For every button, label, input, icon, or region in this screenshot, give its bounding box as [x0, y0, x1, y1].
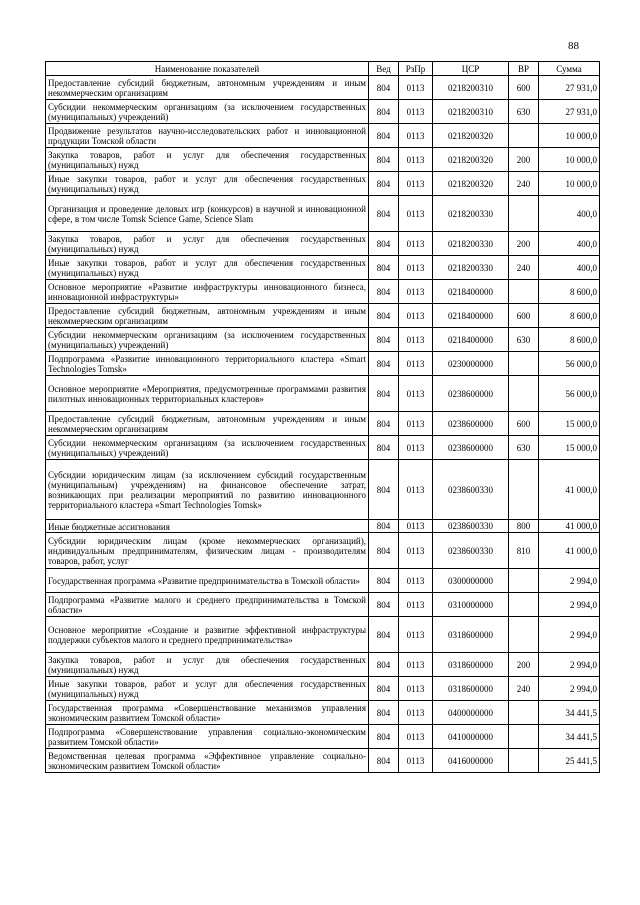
cell-vr: 240 [509, 677, 539, 701]
cell-name: Подпрограмма «Совершенствование управления социально-экономическим развитием Томской области» [46, 725, 369, 749]
cell-sum: 2 994,0 [539, 593, 600, 617]
cell-csr: 0416000000 [433, 749, 509, 773]
cell-sum: 10 000,0 [539, 148, 600, 172]
cell-vr: 800 [509, 520, 539, 533]
cell-ved: 804 [369, 196, 399, 232]
table-row [46, 352, 600, 376]
cell-ved: 804 [369, 569, 399, 593]
cell-rzpr: 0113 [399, 677, 433, 701]
cell-vr [509, 617, 539, 653]
cell-ved: 804 [369, 436, 399, 460]
cell-ved: 804 [369, 701, 399, 725]
table-header-row [46, 62, 600, 76]
cell-vr [509, 124, 539, 148]
cell-ved: 804 [369, 76, 399, 100]
cell-rzpr: 0113 [399, 749, 433, 773]
cell-sum: 2 994,0 [539, 653, 600, 677]
cell-csr: 0230000000 [433, 352, 509, 376]
cell-name: Субсидии некоммерческим организациям (за исключением государственных (муниципальных) учреждений) [46, 436, 369, 460]
cell-name: Организация и проведение деловых игр (конкурсов) в научной и инновационной сфере, в том числе Tomsk Science Game, Science Slam [46, 196, 369, 232]
cell-ved: 804 [369, 100, 399, 124]
table-row [46, 533, 600, 569]
cell-name: Иные закупки товаров, работ и услуг для обеспечения государственных (муниципальных) нужд [46, 677, 369, 701]
cell-name: Иные бюджетные ассигнования [46, 520, 369, 533]
cell-csr: 0238600330 [433, 460, 509, 520]
cell-csr: 0238600000 [433, 436, 509, 460]
cell-vr [509, 376, 539, 412]
cell-csr: 0218200330 [433, 232, 509, 256]
cell-csr: 0218200320 [433, 148, 509, 172]
cell-rzpr: 0113 [399, 376, 433, 412]
cell-ved: 804 [369, 232, 399, 256]
cell-ved: 804 [369, 460, 399, 520]
cell-vr [509, 749, 539, 773]
table-row [46, 100, 600, 124]
cell-sum: 10 000,0 [539, 172, 600, 196]
cell-vr: 200 [509, 232, 539, 256]
table-row [46, 593, 600, 617]
cell-sum: 400,0 [539, 232, 600, 256]
cell-csr: 0218200330 [433, 196, 509, 232]
cell-vr: 600 [509, 412, 539, 436]
cell-ved: 804 [369, 533, 399, 569]
cell-name: Субсидии некоммерческим организациям (за исключением государственных (муниципальных) учреждений) [46, 100, 369, 124]
cell-name: Подпрограмма «Развитие малого и среднего предпринимательства в Томской области» [46, 593, 369, 617]
cell-name: Предоставление субсидий бюджетным, автономным учреждениям и иным некоммерческим организациям [46, 412, 369, 436]
table-row [46, 172, 600, 196]
table-row [46, 436, 600, 460]
cell-csr: 0318600000 [433, 677, 509, 701]
cell-rzpr: 0113 [399, 617, 433, 653]
cell-csr: 0218200320 [433, 124, 509, 148]
cell-sum: 2 994,0 [539, 677, 600, 701]
cell-rzpr: 0113 [399, 569, 433, 593]
cell-sum: 8 600,0 [539, 280, 600, 304]
cell-ved: 804 [369, 328, 399, 352]
cell-rzpr: 0113 [399, 304, 433, 328]
cell-sum: 8 600,0 [539, 304, 600, 328]
cell-rzpr: 0113 [399, 100, 433, 124]
table-row [46, 749, 600, 773]
cell-sum: 400,0 [539, 196, 600, 232]
table-row [46, 677, 600, 701]
cell-vr [509, 280, 539, 304]
cell-csr: 0218200310 [433, 76, 509, 100]
table-row [46, 460, 600, 520]
cell-rzpr: 0113 [399, 172, 433, 196]
cell-name: Закупка товаров, работ и услуг для обеспечения государственных (муниципальных) нужд [46, 653, 369, 677]
cell-rzpr: 0113 [399, 533, 433, 569]
cell-vr [509, 460, 539, 520]
cell-ved: 804 [369, 412, 399, 436]
cell-rzpr: 0113 [399, 148, 433, 172]
cell-csr: 0238600000 [433, 412, 509, 436]
cell-sum: 15 000,0 [539, 412, 600, 436]
cell-name: Закупка товаров, работ и услуг для обеспечения государственных (муниципальных) нужд [46, 148, 369, 172]
cell-csr: 0218200330 [433, 256, 509, 280]
cell-vr [509, 701, 539, 725]
table-row [46, 376, 600, 412]
cell-csr: 0218400000 [433, 328, 509, 352]
cell-name: Государственная программа «Совершенствование механизмов управления экономическим развитием Томской области» [46, 701, 369, 725]
column-header-name: Наименование показателей [46, 62, 369, 76]
cell-sum: 8 600,0 [539, 328, 600, 352]
cell-vr [509, 593, 539, 617]
page-number: 88 [568, 40, 579, 52]
cell-name: Субсидии некоммерческим организациям (за исключением государственных (муниципальных) учреждений) [46, 328, 369, 352]
cell-ved: 804 [369, 148, 399, 172]
cell-rzpr: 0113 [399, 436, 433, 460]
cell-vr: 810 [509, 533, 539, 569]
budget-table [45, 61, 600, 773]
cell-csr: 0218400000 [433, 280, 509, 304]
cell-vr: 600 [509, 304, 539, 328]
cell-sum: 41 000,0 [539, 520, 600, 533]
column-header-vr: ВР [509, 62, 539, 76]
table-body [46, 76, 600, 773]
table-row [46, 232, 600, 256]
cell-rzpr: 0113 [399, 520, 433, 533]
cell-sum: 27 931,0 [539, 100, 600, 124]
cell-name: Ведомственная целевая программа «Эффективное управление социально-экономическим развитием Томской области» [46, 749, 369, 773]
cell-ved: 804 [369, 653, 399, 677]
cell-sum: 27 931,0 [539, 76, 600, 100]
cell-rzpr: 0113 [399, 412, 433, 436]
table-row [46, 256, 600, 280]
cell-name: Основное мероприятие «Развитие инфраструктуры инновационного бизнеса, инновационной инфраструктуры» [46, 280, 369, 304]
cell-rzpr: 0113 [399, 124, 433, 148]
cell-rzpr: 0113 [399, 196, 433, 232]
cell-rzpr: 0113 [399, 280, 433, 304]
cell-sum: 400,0 [539, 256, 600, 280]
cell-name: Основное мероприятие «Мероприятия, предусмотренные программами развития пилотных инновационных территориальных кластеров» [46, 376, 369, 412]
cell-ved: 804 [369, 376, 399, 412]
cell-name: Субсидии юридическим лицам (за исключением субсидий государственным (муниципальным) учреждениям) на финансовое обеспечение затрат, возникающих при реализации мероприятий по развитию инновационного территориального кластера «Smart Technologies Tomsk» [46, 460, 369, 520]
cell-vr: 240 [509, 172, 539, 196]
cell-ved: 804 [369, 256, 399, 280]
cell-ved: 804 [369, 677, 399, 701]
table-row [46, 280, 600, 304]
table-row [46, 701, 600, 725]
cell-csr: 0218400000 [433, 304, 509, 328]
table-row [46, 412, 600, 436]
cell-vr: 630 [509, 436, 539, 460]
table-row [46, 76, 600, 100]
cell-sum: 41 000,0 [539, 460, 600, 520]
column-header-rzpr: РзПр [399, 62, 433, 76]
cell-rzpr: 0113 [399, 701, 433, 725]
table-row [46, 653, 600, 677]
cell-ved: 804 [369, 749, 399, 773]
cell-name: Иные закупки товаров, работ и услуг для обеспечения государственных (муниципальных) нужд [46, 172, 369, 196]
cell-name: Субсидии юридическим лицам (кроме некоммерческих организаций), индивидуальным предпринимателям, физическим лицам - производителям товаров, работ, услуг [46, 533, 369, 569]
cell-csr: 0238600330 [433, 533, 509, 569]
table-row [46, 725, 600, 749]
table-row [46, 520, 600, 533]
cell-vr: 630 [509, 100, 539, 124]
cell-rzpr: 0113 [399, 328, 433, 352]
cell-rzpr: 0113 [399, 460, 433, 520]
table-row [46, 328, 600, 352]
cell-name: Иные закупки товаров, работ и услуг для обеспечения государственных (муниципальных) нужд [46, 256, 369, 280]
cell-ved: 804 [369, 304, 399, 328]
cell-ved: 804 [369, 593, 399, 617]
cell-name: Продвижение результатов научно-исследовательских работ и инновационной продукции Томской области [46, 124, 369, 148]
cell-vr: 200 [509, 148, 539, 172]
cell-ved: 804 [369, 725, 399, 749]
cell-rzpr: 0113 [399, 352, 433, 376]
column-header-ved: Вед [369, 62, 399, 76]
cell-csr: 0410000000 [433, 725, 509, 749]
table-row [46, 124, 600, 148]
cell-ved: 804 [369, 352, 399, 376]
table-row [46, 617, 600, 653]
cell-sum: 2 994,0 [539, 569, 600, 593]
cell-ved: 804 [369, 617, 399, 653]
cell-vr [509, 725, 539, 749]
cell-name: Предоставление субсидий бюджетным, автономным учреждениям и иным некоммерческим организациям [46, 304, 369, 328]
cell-vr: 600 [509, 76, 539, 100]
table-row [46, 304, 600, 328]
cell-sum: 56 000,0 [539, 376, 600, 412]
column-header-sum: Сумма [539, 62, 600, 76]
cell-csr: 0300000000 [433, 569, 509, 593]
cell-ved: 804 [369, 520, 399, 533]
cell-name: Закупка товаров, работ и услуг для обеспечения государственных (муниципальных) нужд [46, 232, 369, 256]
table-row [46, 148, 600, 172]
cell-sum: 56 000,0 [539, 352, 600, 376]
cell-csr: 0318600000 [433, 617, 509, 653]
cell-sum: 15 000,0 [539, 436, 600, 460]
cell-vr: 200 [509, 653, 539, 677]
cell-sum: 2 994,0 [539, 617, 600, 653]
cell-rzpr: 0113 [399, 653, 433, 677]
cell-sum: 10 000,0 [539, 124, 600, 148]
cell-ved: 804 [369, 172, 399, 196]
cell-sum: 41 000,0 [539, 533, 600, 569]
cell-ved: 804 [369, 124, 399, 148]
cell-csr: 0218200310 [433, 100, 509, 124]
cell-name: Государственная программа «Развитие предпринимательства в Томской области» [46, 569, 369, 593]
cell-csr: 0238600330 [433, 520, 509, 533]
column-header-csr: ЦСР [433, 62, 509, 76]
cell-vr [509, 569, 539, 593]
cell-csr: 0318600000 [433, 653, 509, 677]
cell-name: Подпрограмма «Развитие инновационного территориального кластера «Smart Technologies Tomsk» [46, 352, 369, 376]
cell-ved: 804 [369, 280, 399, 304]
cell-name: Предоставление субсидий бюджетным, автономным учреждениям и иным некоммерческим организациям [46, 76, 369, 100]
cell-csr: 0310000000 [433, 593, 509, 617]
cell-rzpr: 0113 [399, 725, 433, 749]
cell-csr: 0218200320 [433, 172, 509, 196]
cell-sum: 25 441,5 [539, 749, 600, 773]
cell-sum: 34 441,5 [539, 701, 600, 725]
cell-vr: 240 [509, 256, 539, 280]
table-row [46, 569, 600, 593]
cell-csr: 0400000000 [433, 701, 509, 725]
cell-vr [509, 352, 539, 376]
cell-csr: 0238600000 [433, 376, 509, 412]
cell-rzpr: 0113 [399, 76, 433, 100]
cell-vr [509, 196, 539, 232]
cell-rzpr: 0113 [399, 593, 433, 617]
cell-rzpr: 0113 [399, 232, 433, 256]
table-row [46, 196, 600, 232]
cell-rzpr: 0113 [399, 256, 433, 280]
cell-name: Основное мероприятие «Создание и развитие эффективной инфраструктуры поддержки субъектов малого и среднего предпринимательства» [46, 617, 369, 653]
cell-sum: 34 441,5 [539, 725, 600, 749]
cell-vr: 630 [509, 328, 539, 352]
